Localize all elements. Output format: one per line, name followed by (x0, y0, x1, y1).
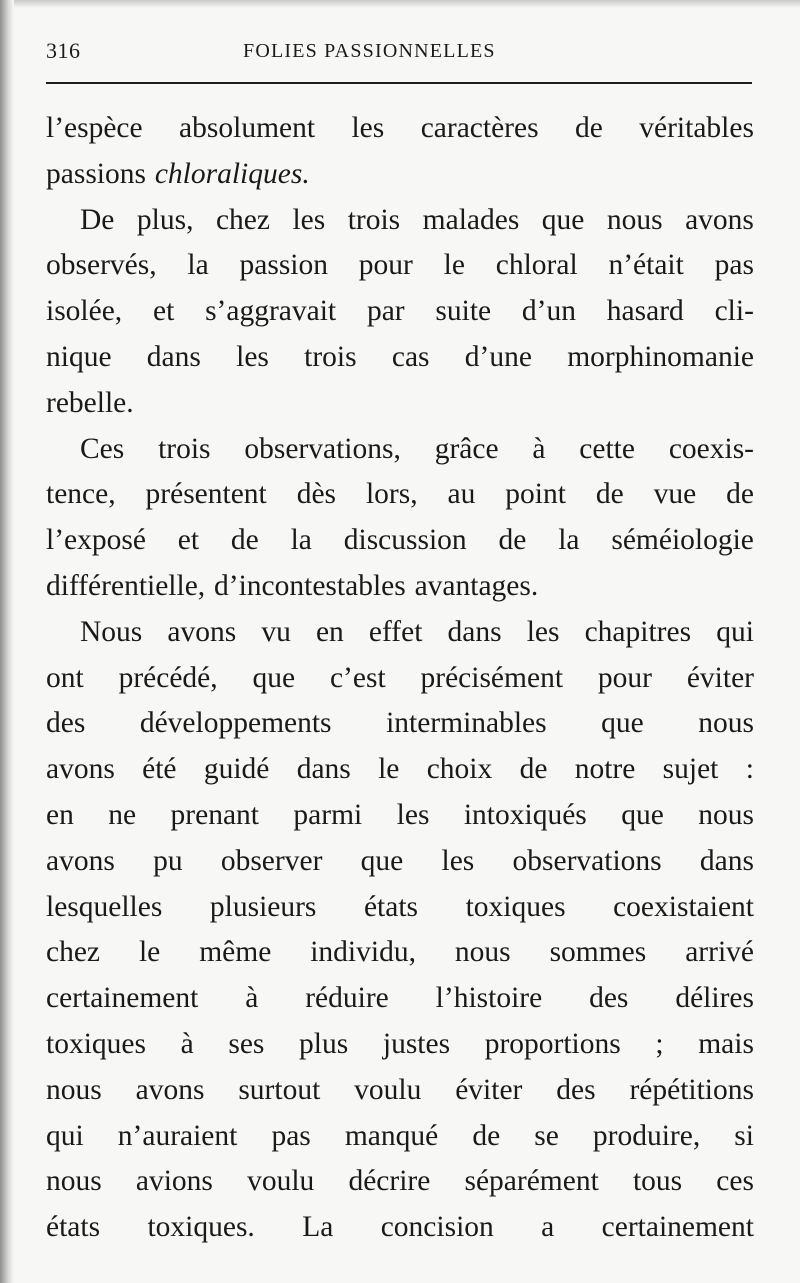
text-line: différentielle, d’incontestables avantages. (46, 569, 539, 602)
text-line: nique dans les trois cas d’une morphinomanie (46, 340, 754, 373)
italic-term: chloraliques. (154, 157, 310, 190)
text-line: qui n’auraient pas manqué de se produire, si (46, 1119, 754, 1152)
text-line: l’espèce absolument les caractères de véritables (46, 112, 754, 144)
page-number: 316 (46, 38, 81, 63)
scan-edge-left (0, 0, 14, 1283)
text-line: ont précédé, que c’est précisément pour éviter (46, 661, 754, 694)
text-line: nous avons surtout voulu éviter des répétitions (46, 1073, 754, 1106)
text-line: des développements interminables que nous (46, 707, 754, 740)
running-head (46, 38, 752, 68)
text-line: l’exposé et de la discussion de la séméiologie (46, 524, 754, 557)
text-line: avons été guidé dans le choix de notre sujet : (46, 753, 754, 786)
text-line: chez le même individu, nous sommes arrivé (46, 936, 754, 969)
header-rule (46, 82, 752, 84)
text-line: certainement à réduire l’histoire des délires (46, 982, 754, 1015)
text-line: nous avions voulu décrire séparément tous ces (46, 1165, 754, 1198)
text-line: isolée, et s’aggravait par suite d’un hasard cli- (46, 295, 754, 328)
text-line: De plus, chez les trois malades que nous avons (80, 203, 754, 236)
text-line: Ces trois observations, grâce à cette coexis- (80, 432, 754, 465)
running-title: FOLIES PASSIONNELLES (243, 40, 496, 62)
text-line: toxiques à ses plus justes proportions ; mais (46, 1027, 754, 1060)
text-line: rebelle. (46, 386, 134, 419)
scan-edge-top (0, 0, 800, 8)
text-line: observés, la passion pour le chloral n’était pas (46, 249, 754, 282)
text-line: en ne prenant parmi les intoxiqués que nous (46, 798, 754, 831)
text-line: avons pu observer que les observations dans (46, 844, 754, 877)
text-line: états toxiques. La concision a certainement (46, 1211, 754, 1244)
text-line: tence, présentent dès lors, au point de vue de (46, 478, 754, 511)
body-text (46, 106, 754, 1251)
text-line: passions chloraliques. (46, 152, 754, 198)
text-line: Nous avons vu en effet dans les chapitres qui (80, 615, 754, 648)
text-line: lesquelles plusieurs états toxiques coexistaient (46, 890, 754, 923)
